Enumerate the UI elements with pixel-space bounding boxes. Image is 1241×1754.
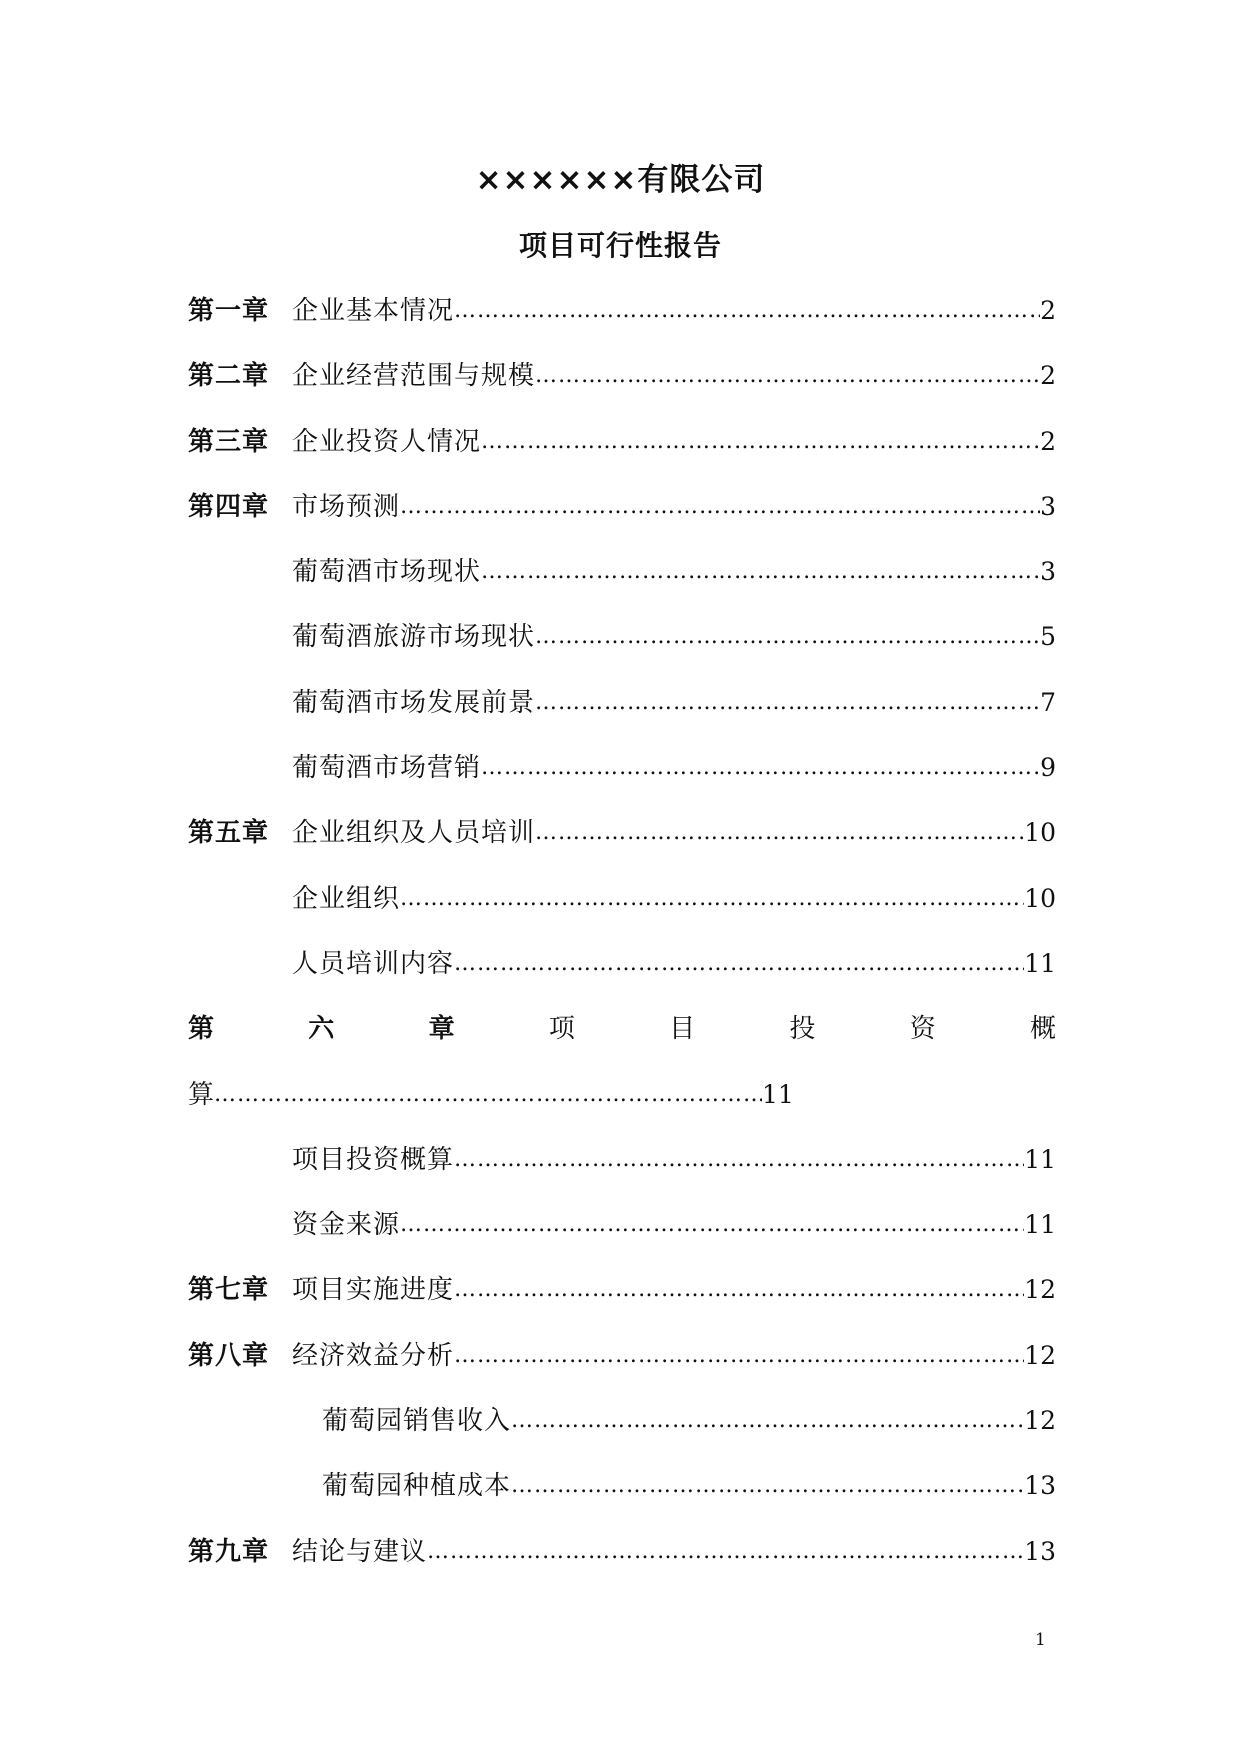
section-title: 人员培训内容 bbox=[292, 948, 455, 979]
chapter-title-char: 项 bbox=[548, 1014, 575, 1045]
toc-section[interactable] bbox=[188, 684, 1056, 749]
section-title: 资金来源 bbox=[292, 1210, 401, 1241]
dot-leader bbox=[535, 357, 1040, 395]
chapter-title-char: 资 bbox=[909, 1014, 936, 1045]
chapter-label: 第五章 bbox=[188, 818, 270, 849]
toc-chapter-1[interactable] bbox=[188, 292, 1056, 357]
page-number: 11 bbox=[1024, 1210, 1056, 1240]
chapter-label-char: 第 bbox=[188, 1014, 215, 1045]
section-title: 葡萄园种植成本 bbox=[322, 1471, 512, 1502]
chapter-label: 第八章 bbox=[188, 1340, 270, 1371]
toc-section[interactable] bbox=[188, 553, 1056, 618]
page-number: 2 bbox=[1040, 426, 1056, 456]
page-number: 2 bbox=[1040, 296, 1056, 325]
toc-chapter-4[interactable] bbox=[188, 488, 1056, 553]
dot-leader bbox=[535, 684, 1040, 722]
chapter-title: 项目实施进度 bbox=[292, 1275, 455, 1306]
page-number: 13 bbox=[1024, 1536, 1056, 1566]
page-footer-number: 1 bbox=[1035, 1630, 1046, 1650]
page-number: 3 bbox=[1040, 557, 1056, 587]
page-number: 12 bbox=[1024, 1406, 1056, 1436]
chapter-label: 第二章 bbox=[188, 361, 270, 392]
section-title: 项目投资概算 bbox=[292, 1144, 455, 1175]
chapter-title: 市场预测 bbox=[292, 491, 401, 522]
toc-chapter-5[interactable] bbox=[188, 814, 1056, 879]
toc-section[interactable] bbox=[188, 749, 1056, 814]
dot-leader bbox=[511, 1402, 1024, 1440]
page-number: 11 bbox=[762, 1079, 794, 1109]
page-number: 5 bbox=[1040, 622, 1056, 652]
toc-chapter-9[interactable] bbox=[188, 1533, 1056, 1598]
dot-leader bbox=[400, 1206, 1024, 1244]
page-number: 13 bbox=[1024, 1471, 1056, 1501]
page-number: 11 bbox=[1024, 1144, 1056, 1174]
chapter-label: 第四章 bbox=[188, 491, 270, 522]
toc-section[interactable] bbox=[188, 1206, 1056, 1271]
dot-leader bbox=[535, 618, 1040, 656]
chapter-title-char: 概 bbox=[1029, 1014, 1056, 1045]
toc-chapter-7[interactable] bbox=[188, 1271, 1056, 1336]
chapter-title: 企业组织及人员培训 bbox=[292, 818, 536, 849]
page-number: 12 bbox=[1024, 1275, 1056, 1305]
chapter-title: 企业经营范围与规模 bbox=[292, 361, 536, 392]
toc-chapter-6-continued[interactable] bbox=[188, 1076, 1056, 1141]
toc-section[interactable] bbox=[188, 945, 1056, 1010]
page-number: 11 bbox=[1024, 948, 1056, 978]
dot-leader bbox=[400, 880, 1024, 918]
chapter-title-continued: 算 bbox=[188, 1079, 215, 1110]
table-of-contents bbox=[188, 292, 1056, 1598]
page-number: 2 bbox=[1040, 361, 1056, 391]
chapter-label: 第七章 bbox=[188, 1275, 270, 1306]
chapter-title: 经济效益分析 bbox=[292, 1340, 455, 1371]
dot-leader bbox=[454, 1337, 1024, 1375]
section-title: 葡萄酒市场现状 bbox=[292, 557, 482, 588]
page-number: 9 bbox=[1040, 753, 1056, 783]
dot-leader bbox=[427, 1533, 1024, 1571]
dot-leader bbox=[400, 488, 1040, 526]
toc-chapter-8[interactable] bbox=[188, 1337, 1056, 1402]
chapter-title: 企业投资人情况 bbox=[292, 426, 482, 457]
dot-leader bbox=[454, 945, 1024, 983]
chapter-title-char: 目 bbox=[669, 1014, 696, 1045]
company-title: ××××××有限公司 bbox=[475, 162, 766, 198]
dot-leader bbox=[481, 423, 1040, 461]
section-title: 葡萄酒市场营销 bbox=[292, 753, 482, 784]
chapter-label: 第三章 bbox=[188, 426, 270, 457]
chapter-label: 第一章 bbox=[188, 296, 270, 326]
section-title: 葡萄园销售收入 bbox=[322, 1406, 512, 1437]
toc-section[interactable] bbox=[188, 1467, 1056, 1532]
section-title: 企业组织 bbox=[292, 883, 401, 914]
page-number: 7 bbox=[1040, 687, 1056, 717]
page-number: 10 bbox=[1024, 883, 1056, 913]
chapter-label-char: 六 bbox=[308, 1014, 335, 1045]
toc-chapter-6[interactable] bbox=[188, 1010, 1056, 1075]
report-title: 项目可行性报告 bbox=[518, 229, 722, 262]
chapter-title-char: 投 bbox=[789, 1014, 816, 1045]
toc-section[interactable] bbox=[188, 1141, 1056, 1206]
dot-leader bbox=[454, 1141, 1024, 1179]
page-number: 12 bbox=[1024, 1340, 1056, 1370]
section-title: 葡萄酒市场发展前景 bbox=[292, 687, 536, 718]
dot-leader bbox=[511, 1467, 1024, 1505]
toc-chapter-2[interactable] bbox=[188, 357, 1056, 422]
toc-section[interactable] bbox=[188, 880, 1056, 945]
section-title: 葡萄酒旅游市场现状 bbox=[292, 622, 536, 653]
chapter-title: 企业基本情况 bbox=[292, 296, 455, 326]
dot-leader bbox=[535, 814, 1024, 852]
dot-leader bbox=[481, 553, 1040, 591]
chapter-label: 第九章 bbox=[188, 1536, 270, 1567]
page-number: 10 bbox=[1024, 818, 1056, 848]
page-number: 3 bbox=[1040, 491, 1056, 521]
chapter-title: 结论与建议 bbox=[292, 1536, 428, 1567]
dot-leader bbox=[454, 1271, 1024, 1309]
toc-section[interactable] bbox=[188, 618, 1056, 683]
toc-section[interactable] bbox=[188, 1402, 1056, 1467]
dot-leader bbox=[454, 292, 1040, 330]
chapter-label-char: 章 bbox=[428, 1014, 455, 1045]
toc-chapter-3[interactable] bbox=[188, 423, 1056, 488]
dot-leader bbox=[481, 749, 1040, 787]
dot-leader bbox=[214, 1076, 762, 1114]
